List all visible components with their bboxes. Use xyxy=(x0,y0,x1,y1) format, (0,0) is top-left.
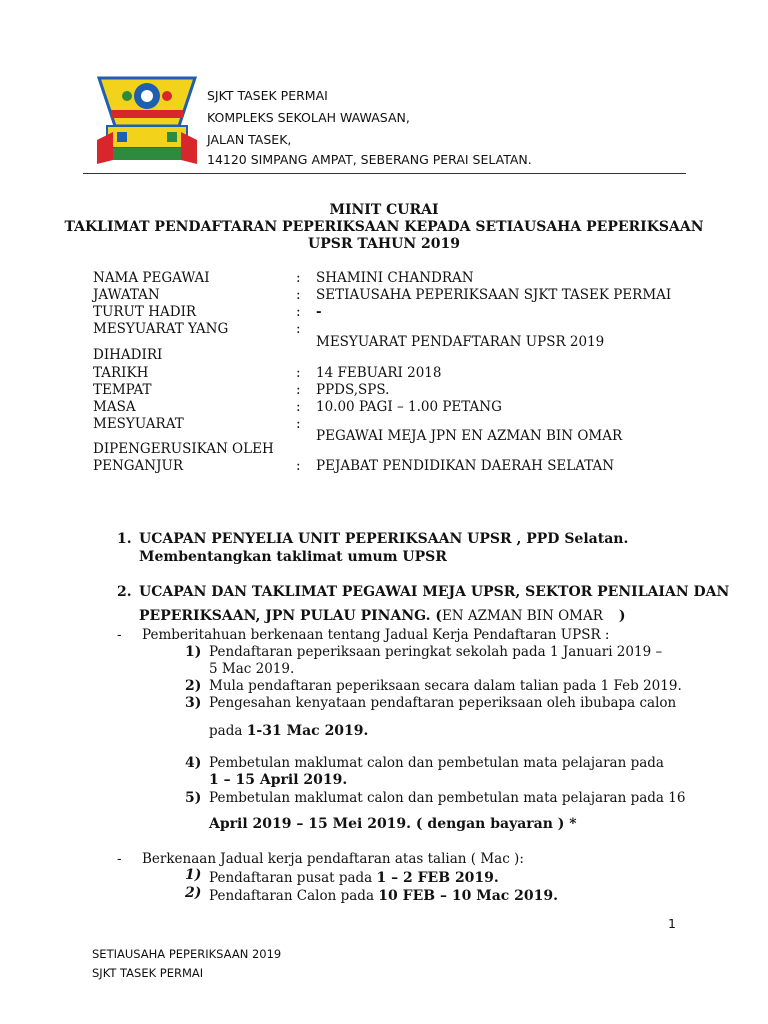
turut-value: - xyxy=(316,304,322,320)
colon: : xyxy=(296,270,301,286)
turut-label: TURUT HADIR xyxy=(93,304,197,320)
section-1-number: 1. xyxy=(117,531,132,547)
item-3-line-1: Pengesahan kenyataan pendaftaran peperiksaan oleh ibubapa calon xyxy=(209,695,677,711)
mesyuarat-label: MESYUARAT YANG xyxy=(93,321,229,337)
section-2-heading-part: PEPERIKSAAN, JPN PULAU PINANG. ( xyxy=(139,608,442,624)
colon: : xyxy=(296,416,301,432)
nama-label: NAMA PEGAWAI xyxy=(93,270,210,286)
address-line-1: KOMPLEKS SEKOLAH WAWASAN, xyxy=(207,110,410,125)
item-2-line-1: Mula pendaftaran peperiksaan secara dalam talian pada 1 Feb 2019. xyxy=(209,678,682,694)
pengerusi-label-2: DIPENGERUSIKAN OLEH xyxy=(93,441,274,457)
item-number: 2) xyxy=(185,678,202,694)
colon: : xyxy=(296,365,301,381)
colon: : xyxy=(296,458,301,474)
tarikh-label: TARIKH xyxy=(93,365,149,381)
item-number: 3) xyxy=(185,695,202,711)
item-4-line-2: 1 – 15 April 2019. xyxy=(209,772,348,788)
school-name: SJKT TASEK PERMAI xyxy=(207,88,328,103)
penganjur-label: PENGANJUR xyxy=(93,458,184,474)
bullet-2-item-1 xyxy=(209,867,499,886)
bullet-2-item-2-date: 10 FEB – 10 Mac 2019. xyxy=(378,888,559,904)
bullet-2-item-2-text: Pendaftaran Calon pada xyxy=(209,888,379,904)
item-1-line-2: 5 Mac 2019. xyxy=(209,661,295,677)
bullet-2-item-2 xyxy=(209,885,558,904)
doc-subtitle: TAKLIMAT PENDAFTARAN PEPERIKSAAN KEPADA SETIAUSAHA PEPERIKSAAN xyxy=(64,219,704,235)
item-4-line-1: Pembetulan maklumat calon dan pembetulan mata pelajaran pada xyxy=(209,755,664,771)
item-5-line-2: April 2019 – 15 Mei 2019. ( dengan bayaran ) * xyxy=(209,816,577,832)
item-number: 2) xyxy=(185,885,202,901)
item-number: 4) xyxy=(185,755,202,771)
item-5-line-1: Pembetulan maklumat calon dan pembetulan mata pelajaran pada 16 xyxy=(209,790,686,806)
mesyuarat-label-2: DIHADIRI xyxy=(93,347,163,363)
section-2-close-paren: ) xyxy=(618,608,626,624)
doc-subtitle-year: UPSR TAHUN 2019 xyxy=(308,236,460,252)
colon: : xyxy=(296,382,301,398)
nama-value: SHAMINI CHANDRAN xyxy=(316,270,474,286)
address-line-2: JALAN TASEK, xyxy=(207,132,292,147)
doc-title: MINIT CURAI xyxy=(329,202,439,218)
section-1-heading: UCAPAN PENYELIA UNIT PEPERIKSAAN UPSR , PPD Selatan. xyxy=(139,531,629,547)
bullet-2-item-1-text: Pendaftaran pusat pada xyxy=(209,870,377,886)
address-line-3: 14120 SIMPANG AMPAT, SEBERANG PERAI SELATAN. xyxy=(207,152,532,167)
colon: : xyxy=(296,287,301,303)
penganjur-value: PEJABAT PENDIDIKAN DAERAH SELATAN xyxy=(316,458,615,474)
page-number: 1 xyxy=(668,916,676,931)
masa-label: MASA xyxy=(93,399,136,415)
colon: : xyxy=(296,399,301,415)
tarikh-value: 14 FEBUARI 2018 xyxy=(316,365,442,381)
footer-line-2: SJKT TASEK PERMAI xyxy=(92,966,204,980)
section-2-officer: EN AZMAN BIN OMAR xyxy=(441,608,603,624)
section-2-number: 2. xyxy=(117,584,132,600)
school-logo xyxy=(93,72,201,168)
tempat-label: TEMPAT xyxy=(93,382,152,398)
jawatan-label: JAWATAN xyxy=(93,287,160,303)
bullet-2-item-1-date: 1 – 2 FEB 2019. xyxy=(376,870,499,886)
colon: : xyxy=(296,321,301,337)
item-number: 1) xyxy=(185,867,202,883)
section-2-heading-line2 xyxy=(139,608,626,624)
section-2-heading: UCAPAN DAN TAKLIMAT PEGAWAI MEJA UPSR, SEKTOR PENILAIAN DAN xyxy=(139,584,730,600)
item-3-date: 1-31 Mac 2019. xyxy=(246,723,369,739)
pengerusi-label: MESYUARAT xyxy=(93,416,184,432)
bullet-dash: - xyxy=(117,627,122,643)
bullet-1-text: Pemberitahuan berkenaan tentang Jadual Kerja Pendaftaran UPSR : xyxy=(142,627,610,643)
mesyuarat-value: MESYUARAT PENDAFTARAN UPSR 2019 xyxy=(316,334,605,350)
bullet-dash: - xyxy=(117,851,122,867)
colon: : xyxy=(296,304,301,320)
footer-line-1: SETIAUSAHA PEPERIKSAAN 2019 xyxy=(92,947,282,961)
section-1-subheading: Membentangkan taklimat umum UPSR xyxy=(139,549,447,565)
jawatan-value: SETIAUSAHA PEPERIKSAAN SJKT TASEK PERMAI xyxy=(316,287,672,303)
item-3-line-2 xyxy=(209,720,368,739)
bullet-2-text: Berkenaan Jadual kerja pendaftaran atas talian ( Mac ): xyxy=(142,851,524,867)
masa-value: 10.00 PAGI – 1.00 PETANG xyxy=(316,399,502,415)
item-1-line-1: Pendaftaran peperiksaan peringkat sekolah pada 1 Januari 2019 – xyxy=(209,644,663,660)
item-number: 1) xyxy=(185,644,202,660)
item-number: 5) xyxy=(185,790,202,806)
pengerusi-value: PEGAWAI MEJA JPN EN AZMAN BIN OMAR xyxy=(316,428,623,444)
item-3-prefix: pada xyxy=(209,723,247,739)
tempat-value: PPDS,SPS. xyxy=(316,382,390,398)
header-divider xyxy=(83,173,686,174)
